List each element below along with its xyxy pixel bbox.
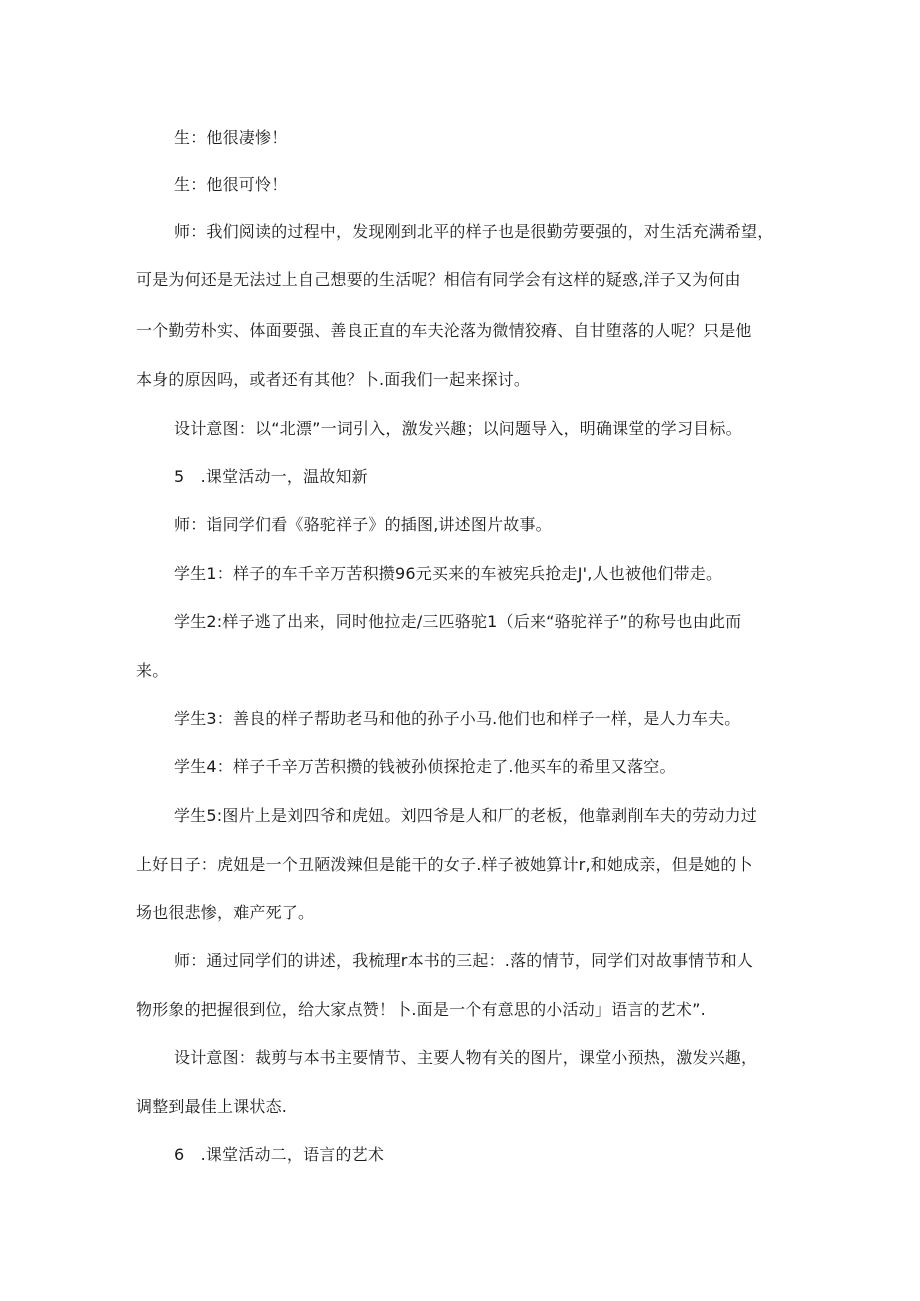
paragraph-line: 学生5:图片上是刘四爷和虎妞。刘四爷是人和厂的老板，他靠剥削车夫的劳动力过 bbox=[174, 806, 757, 825]
paragraph-line: 师：通过同学们的讲述，我梳理r本书的三起：.落的情节，同学们对故事情节和人 bbox=[174, 951, 754, 970]
paragraph-line: 本身的原因吗，或者还有其他？卜.面我们一起来探讨。 bbox=[136, 370, 531, 389]
section-heading: 5 .课堂活动一，温故知新 bbox=[174, 467, 368, 486]
section-heading: 6 .课堂活动二，语言的艺术 bbox=[174, 1145, 385, 1164]
paragraph-line: 师：诣同学们看《骆驼祥子》的插图,讲述图片故事。 bbox=[174, 515, 552, 534]
paragraph-line: 学生3：善良的样子帮助老马和他的孙子小马.他们也和样子一样，是人力车夫。 bbox=[174, 709, 741, 728]
paragraph-line: 调整到最佳上课状态. bbox=[136, 1097, 288, 1116]
paragraph-line: 上好日子：虎妞是一个丑陋泼辣但是能干的女子.样子被她算计r,和她成亲，但是她的卜 bbox=[136, 855, 753, 874]
paragraph-line: 来。 bbox=[136, 661, 169, 680]
paragraph-line: 生：他很可怜！ bbox=[174, 175, 288, 194]
paragraph-line: 可是为何还是无法过上自己想要的生活呢？相信有同学会有这样的疑惑,洋子又为何由 bbox=[136, 270, 741, 289]
paragraph-line: 生：他很凄惨！ bbox=[174, 128, 288, 147]
paragraph-line: 场也很悲惨，难产死了。 bbox=[136, 903, 315, 922]
paragraph-line: 学生4：样子千辛万苦积攒的钱被孙侦探抢走了.他买车的希里又落空。 bbox=[174, 757, 676, 776]
design-intent-line: 设计意图：以“北漂”一词引入，激发兴趣；以问题导入，明确课堂的学习目标。 bbox=[174, 419, 742, 438]
design-intent-line: 设计意图：裁剪与本书主要情节、主要人物有关的图片，课堂小预热，激发兴趣， bbox=[174, 1048, 758, 1067]
paragraph-line: 学生2:样子逃了出来，同时他拉走/三匹骆驼1（后来“骆驼祥子”的称号也由此而 bbox=[174, 612, 742, 631]
paragraph-line: 物形象的把握很到位，给大家点赞！卜.面是一个有意思的小活动」语言的艺术”. bbox=[136, 1000, 706, 1019]
paragraph-line: 师：我们阅读的过程中，发现刚到北平的样子也是很勤劳要强的，对生活充满希望， bbox=[174, 222, 774, 241]
paragraph-line: 学生1：样子的车千辛万苦积攒96元买来的车被宪兵抢走J',人也被他们带走。 bbox=[174, 564, 723, 583]
paragraph-line: 一个勤劳朴实、体面要强、善良正直的车夫沦落为微情狡瘠、自甘堕落的人呢？只是他 bbox=[136, 321, 752, 340]
